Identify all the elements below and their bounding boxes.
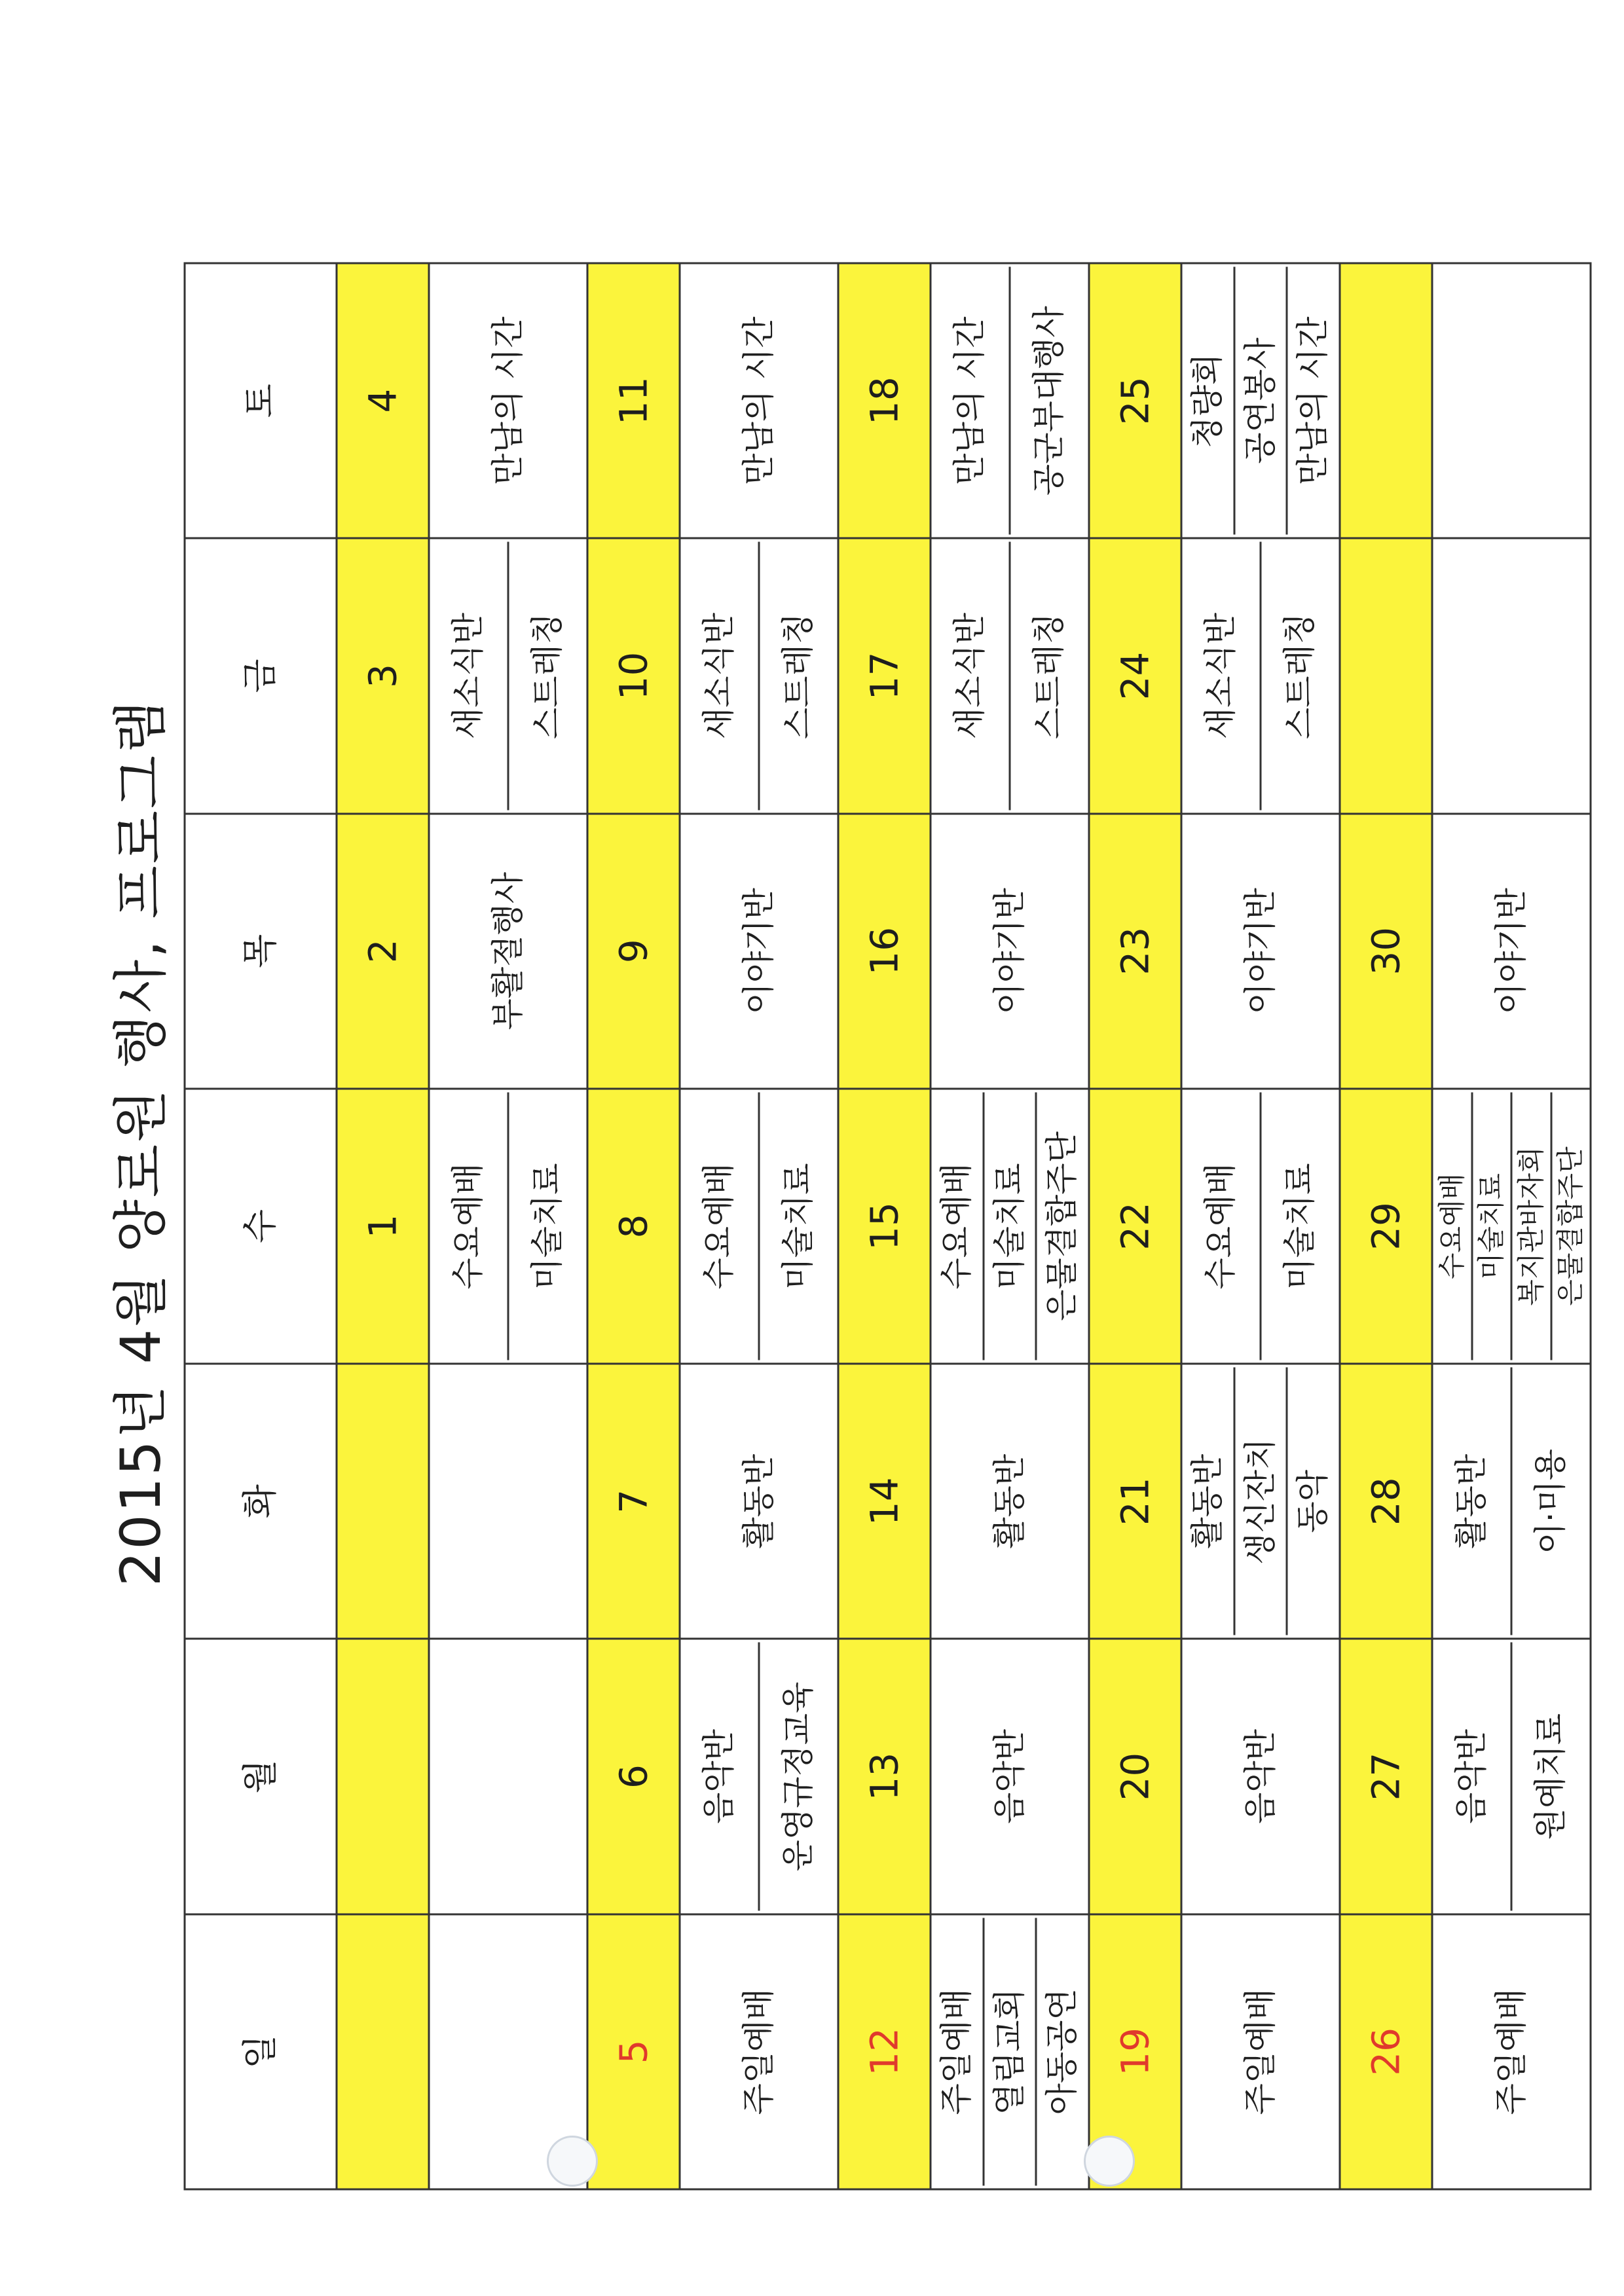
activity-stack <box>430 1089 586 1362</box>
date-cell: 7 <box>587 1364 679 1639</box>
activity-stack <box>1433 1640 1589 1913</box>
activity-label: 수요예배 <box>1201 1163 1240 1290</box>
activity-cell <box>930 1089 1088 1364</box>
activity-row <box>1432 263 1591 2189</box>
activity-label: 이야기반 <box>739 888 777 1015</box>
date-cell: 5 <box>587 1914 679 2189</box>
activity-cell <box>428 1639 587 1914</box>
activity-label: 주일예배 <box>739 1988 777 2115</box>
date-cell: 20 <box>1088 1639 1181 1914</box>
activity-cell <box>1181 1364 1339 1639</box>
weekday-header-row <box>185 263 337 2189</box>
activity-cell <box>1432 1364 1591 1639</box>
date-cell: 19 <box>1088 1914 1181 2189</box>
activity-label: 새소식반 <box>950 612 989 740</box>
date-cell: 9 <box>587 814 679 1089</box>
activity-cell <box>428 814 587 1089</box>
activity-label: 수요예배 <box>699 1163 738 1290</box>
date-cell: 15 <box>838 1089 930 1364</box>
date-row <box>838 263 930 2189</box>
date-cell: 27 <box>1339 1639 1431 1914</box>
weekday-header-cell: 목 <box>185 814 337 1089</box>
activity-label: 활동반 <box>1188 1453 1227 1549</box>
weekday-header-cell: 일 <box>185 1914 337 2189</box>
activity-label: 운영규정교육 <box>758 1643 837 1910</box>
activity-label: 열림교회 <box>982 1918 1035 2185</box>
activity-cell <box>1432 814 1591 1089</box>
date-row <box>1339 263 1431 2189</box>
date-cell: 25 <box>1088 263 1181 538</box>
date-cell: 13 <box>838 1639 930 1914</box>
activity-label: 청량회 <box>1188 353 1227 448</box>
date-cell: 1 <box>336 1089 428 1364</box>
activity-cell <box>1432 538 1591 813</box>
activity-label: 주일예배 <box>937 1988 976 2115</box>
activity-label: 만남의 시간 <box>950 316 989 485</box>
activity-label: 이야기반 <box>989 888 1028 1015</box>
activity-label: 수요예배 <box>1435 1173 1467 1280</box>
activity-label: 이·미용 <box>1510 1368 1589 1635</box>
activity-cell <box>1181 1639 1339 1914</box>
activity-label: 음악반 <box>1240 1729 1279 1825</box>
activity-label: 음악반 <box>989 1729 1028 1825</box>
date-cell <box>336 1914 428 2189</box>
date-cell: 21 <box>1088 1364 1181 1639</box>
date-row <box>336 263 428 2189</box>
activity-row <box>930 263 1088 2189</box>
date-cell <box>1339 263 1431 538</box>
activity-cell <box>1432 1914 1591 2189</box>
date-cell: 17 <box>838 538 930 813</box>
activity-label: 만남의 시간 <box>488 316 526 485</box>
activity-cell <box>679 814 838 1089</box>
activity-cell <box>679 1914 838 2189</box>
activity-stack <box>680 1089 837 1362</box>
activity-cell <box>679 1364 838 1639</box>
activity-label: 은물결합주단 <box>1035 1092 1088 1360</box>
activity-cell <box>930 1364 1088 1639</box>
activity-label: 미술치료 <box>1259 1092 1338 1360</box>
date-cell <box>336 1364 428 1639</box>
activity-stack <box>1182 264 1338 538</box>
activity-stack <box>680 539 837 812</box>
activity-stack <box>931 264 1088 538</box>
activity-stack <box>1182 1365 1338 1638</box>
date-cell: 11 <box>587 263 679 538</box>
page-title: 2015년 4월 양로원 행사, 프로그램 <box>109 698 173 1587</box>
activity-cell <box>428 538 587 813</box>
activity-cell <box>1181 538 1339 813</box>
activity-cell <box>679 263 838 538</box>
activity-label: 공연봉사 <box>1233 267 1286 535</box>
punch-hole-right <box>1084 2136 1135 2187</box>
activity-stack <box>931 539 1088 812</box>
date-cell: 28 <box>1339 1364 1431 1639</box>
activity-label: 공군부대행사 <box>1008 267 1088 535</box>
activity-cell <box>679 1089 838 1364</box>
date-cell: 8 <box>587 1089 679 1364</box>
activity-cell <box>679 1639 838 1914</box>
activity-label: 스트레칭 <box>507 542 586 810</box>
activity-label: 활동반 <box>1452 1453 1490 1549</box>
activity-label: 미술치료 <box>758 1092 837 1360</box>
activity-cell <box>930 263 1088 538</box>
date-row <box>1088 263 1181 2189</box>
activity-cell <box>930 814 1088 1089</box>
activity-stack <box>1182 539 1338 812</box>
activity-label: 스트레칭 <box>1008 542 1088 810</box>
activity-cell <box>1181 1914 1339 2189</box>
activity-stack <box>1433 1365 1589 1638</box>
date-cell: 6 <box>587 1639 679 1914</box>
activity-label: 만남의 시간 <box>739 316 777 485</box>
activity-cell <box>1181 1089 1339 1364</box>
activity-label: 음악반 <box>699 1729 738 1825</box>
activity-stack <box>680 1640 837 1913</box>
activity-label: 미술치료 <box>982 1092 1035 1360</box>
activity-cell <box>679 538 838 813</box>
date-cell: 3 <box>336 538 428 813</box>
activity-label: 복지관바자회 <box>1510 1092 1550 1360</box>
activity-label: 원예치료 <box>1510 1643 1589 1910</box>
calendar-grid-wrapper <box>183 263 1591 2191</box>
monthly-calendar-table <box>183 263 1591 2191</box>
activity-label: 새소식반 <box>449 612 487 740</box>
date-cell: 14 <box>838 1364 930 1639</box>
date-cell: 24 <box>1088 538 1181 813</box>
date-cell: 10 <box>587 538 679 813</box>
activity-cell <box>930 1914 1088 2189</box>
activity-stack <box>430 539 586 812</box>
activity-cell <box>1181 263 1339 538</box>
weekday-header-cell: 월 <box>185 1639 337 1914</box>
activity-label: 주일예배 <box>1491 1988 1530 2115</box>
activity-label: 활동반 <box>989 1453 1028 1549</box>
activity-label: 생신잔치 <box>1233 1368 1286 1635</box>
activity-label: 수요예배 <box>937 1163 976 1290</box>
date-cell: 29 <box>1339 1089 1431 1364</box>
date-cell: 12 <box>838 1914 930 2189</box>
date-row <box>587 263 679 2189</box>
activity-cell <box>930 1639 1088 1914</box>
activity-label: 아동공연 <box>1035 1918 1088 2185</box>
activity-row <box>679 263 838 2189</box>
activity-stack <box>1433 1089 1589 1362</box>
date-cell: 26 <box>1339 1914 1431 2189</box>
activity-label: 수요예배 <box>449 1163 487 1290</box>
activity-row <box>1181 263 1339 2189</box>
activity-label: 음악반 <box>1452 1729 1490 1825</box>
activity-label: 미술치료 <box>507 1092 586 1360</box>
activity-label: 은물결합주단 <box>1550 1092 1590 1360</box>
activity-stack <box>931 1089 1088 1362</box>
activity-cell <box>930 538 1088 813</box>
activity-label: 새소식반 <box>1201 612 1240 740</box>
activity-label: 스트레칭 <box>1259 542 1338 810</box>
activity-label: 주일예배 <box>1240 1988 1279 2115</box>
activity-cell <box>1432 1089 1591 1364</box>
date-cell: 4 <box>336 263 428 538</box>
date-cell: 22 <box>1088 1089 1181 1364</box>
activity-label: 새소식반 <box>699 612 738 740</box>
activity-cell <box>428 1089 587 1364</box>
weekday-header-cell: 화 <box>185 1364 337 1639</box>
date-cell: 18 <box>838 263 930 538</box>
activity-label: 이야기반 <box>1240 888 1279 1015</box>
activity-label: 만남의 시간 <box>1285 267 1338 535</box>
activity-label: 활동반 <box>739 1453 777 1549</box>
date-cell: 16 <box>838 814 930 1089</box>
activity-cell <box>428 1364 587 1639</box>
activity-stack <box>1182 1089 1338 1362</box>
date-cell <box>1339 538 1431 813</box>
activity-row <box>428 263 587 2189</box>
date-cell: 30 <box>1339 814 1431 1089</box>
date-cell: 23 <box>1088 814 1181 1089</box>
activity-label: 부활절행사 <box>488 871 526 1030</box>
activity-cell <box>428 263 587 538</box>
date-cell <box>336 1639 428 1914</box>
weekday-header-cell: 토 <box>185 263 337 538</box>
weekday-header-cell: 금 <box>185 538 337 813</box>
activity-label: 스트레칭 <box>758 542 837 810</box>
activity-label: 이야기반 <box>1491 888 1530 1015</box>
activity-cell <box>1181 814 1339 1089</box>
activity-cell <box>1432 263 1591 538</box>
date-cell: 2 <box>336 814 428 1089</box>
activity-stack <box>931 1915 1088 2188</box>
activity-label: 동악 <box>1285 1368 1338 1635</box>
punch-hole-left <box>547 2136 598 2187</box>
activity-label: 미술치료 <box>1471 1092 1511 1360</box>
activity-cell <box>1432 1639 1591 1914</box>
weekday-header-cell: 수 <box>185 1089 337 1364</box>
